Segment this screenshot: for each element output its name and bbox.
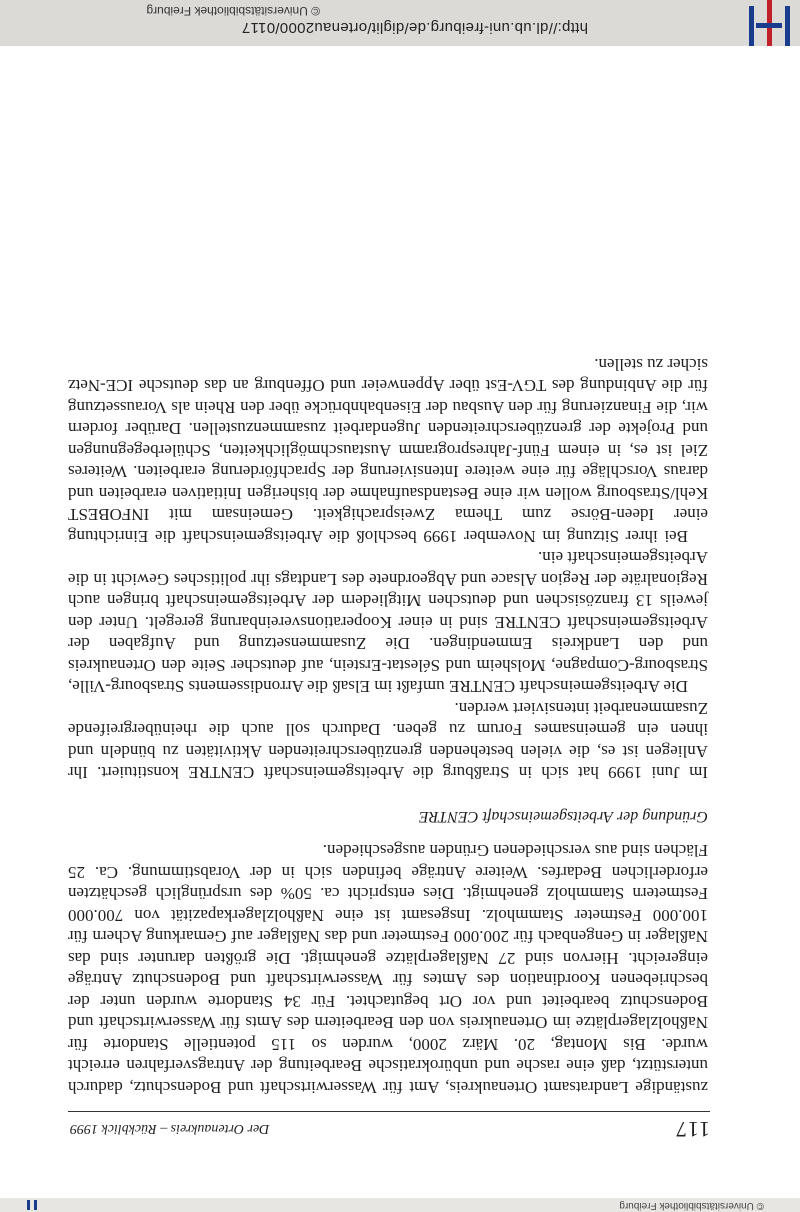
library-credit: © Universitätsbibliothek Freiburg (146, 4, 320, 18)
paragraph: Die Arbeitsgemeinschaft CENTRE umfaßt im Elsaß die Arrondissements Strasbourg-Ville, Strasbourg-Compagne, Molsheim und Sélestat-Erstein, auf deutscher Seite den Ortenaukreis und den Landkreis Emmendingen. Die Zusammensetzung und Aufgaben der Arbeitsgemeinschaft CENTRE sind in einer Kooperationsvereinbarung geregelt. Unter den jeweils 13 französischen und deutschen Mitgliedern der Arbeitsgemeinschaft bringen auch Regionalräte der Region Alsace und Abgeordnete des Landtags ihr politisches Gewicht in die Arbeitsgemeinschaft ein. (68, 548, 708, 697)
section-heading: Gründung der Arbeitsgemeinschaft CENTRE (418, 808, 708, 825)
running-title: Der Ortenaukreis – Rückblick 1999 (70, 1121, 270, 1136)
top-credit: © Universitätsbibliothek Freiburg (619, 1200, 764, 1211)
paragraph: zuständige Landratsamt Ortenaukreis, Amt für Wasserwirtschaft und Bodenschutz, dadurch unterstützt, daß eine rasche und unbürokratische Bearbeitung der Antragsverfahren erreicht wurde. Bis Montag, 20. März 2000, wurden so 115 potentielle Standorte für Naßholzlagerplätze im Ortenaukreis von den Bearbeitern des Amts für Wasserwirtschaft und Bodenschutz bearbeitet und vor Ort begutachtet. Für 34 Standorte wurden unter der beschriebenen Koordination des Amtes für Wasserwirtschaft und Bodenschutz Anträge eingereicht. Hiervon sind 27 Naßlagerplätze genehmigt. Die größten darunter sind das Naßlager in Gengenbach für 200.000 Festmeter und das Naßlager auf Gemarkung Achern für 100.000 Festmeter Stammholz. Insgesamt ist eine Naßholzlagerkapazität von 700.000 Festmetern Stammholz genehmigt. Dies entspricht ca. 50% des ursprünglich geschätzten erforderlichen Bedarfes. Weitere Anträge befinden sich in der Vorabstimmung. Ca. 25 Flächen sind aus verschiedenen Gründen ausgeschieden. (68, 841, 708, 1097)
library-top-band (0, 1198, 800, 1212)
page-number: 117 (674, 1117, 710, 1142)
page-body (68, 354, 708, 1099)
header-rule (68, 1111, 710, 1112)
library-logo-icon (740, 0, 800, 46)
document-url-link[interactable]: http://dl.ub.uni-freiburg.de/diglit/ortenau2000/0117 (241, 19, 588, 36)
library-bottom-band (0, 0, 800, 46)
paragraph: Im Juni 1999 hat sich in Straßburg die Arbeitsgemeinschaft CENTRE konstituiert. Ihr Anliegen ist es, die vielen bestehenden grenzüberschreitenden Aktivitäten zu bündeln und ihnen ein gemeinsames Forum zu geben. Dadurch soll auch die rheinübergreifende Zusammenarbeit intensiviert werden. (68, 699, 708, 783)
paragraph: Bei ihrer Sitzung im November 1999 beschloß die Arbeitsgemeinschaft die Einrichtung einer Ideen-Börse zum Thema Zweisprachigkeit. Gemeinsam mit INFOBEST Kehl/Strasbourg wollen wir eine Bestandsaufnahme der bisherigen Initiativen erarbeiten und daraus Vorschläge für eine weitere Intensivierung der Sprachförderung erarbeiten. Weiteres Ziel ist es, in einem Fünf-Jahresprogramm Austauschmöglichkeiten, Schülerbegegnungen und Projekte der grenzüberschreitenden Jugendarbeit zusammenzustellen. Darüber fordern wir, die Finanzierung für den Ausbau der Eisenbahnbrücke über den Rhein als Voraussetzung für die Anbindung des TGV-Est über Appenweier und Offenburg an das deutsche ICE-Netz sicher zu stellen. (68, 355, 708, 546)
page-header (70, 1114, 710, 1142)
library-mini-logo-icon (24, 1200, 40, 1210)
